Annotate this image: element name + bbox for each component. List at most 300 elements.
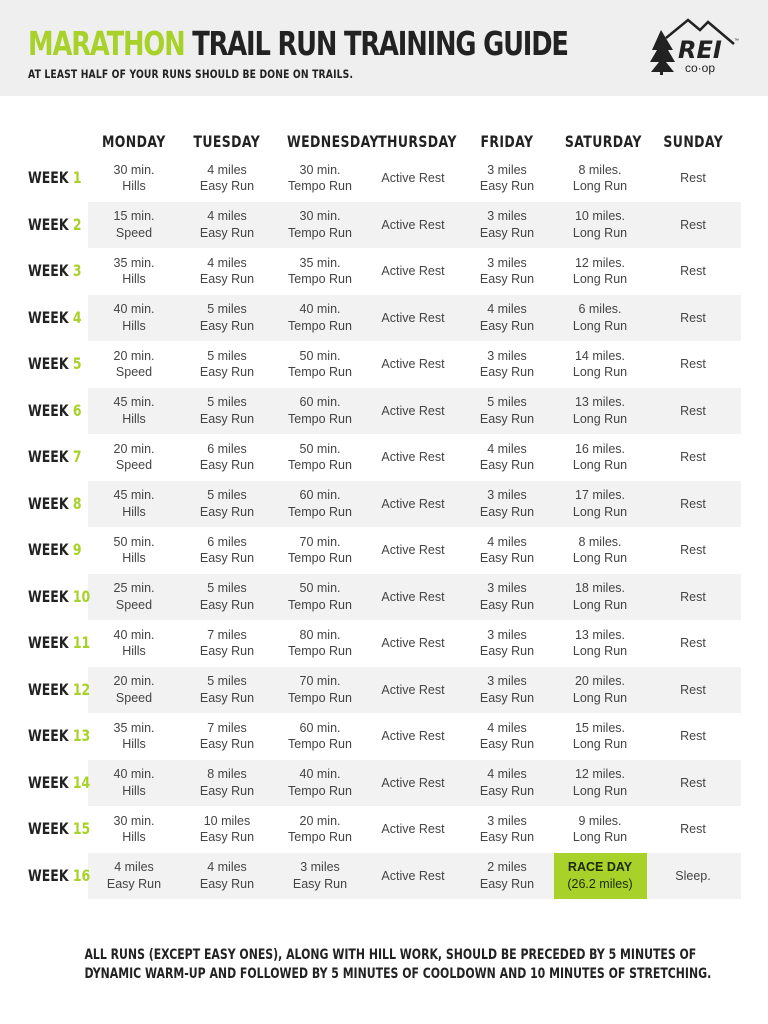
cell-line: 60 min.	[299, 488, 341, 503]
week-word: WEEK	[28, 447, 69, 466]
footer-line-1: ALL RUNS (EXCEPT EASY ONES), ALONG WITH HILL WORK, SHOULD BE PRECEDED BY 5 MINUTES OF	[84, 947, 697, 963]
cell-line: Easy Run	[479, 551, 535, 566]
cell-line: Easy Run	[199, 783, 255, 798]
cell-line: Tempo Run	[288, 644, 352, 659]
cell-line: 40 min.	[113, 302, 155, 317]
cell-line: Hills	[122, 551, 146, 566]
schedule-cell	[554, 434, 647, 481]
schedule-cell	[554, 248, 647, 295]
cell-line: Rest	[680, 775, 706, 790]
cell-line: Hills	[122, 179, 146, 194]
cell-line: Active Rest	[381, 868, 445, 883]
cell-line: Tempo Run	[288, 318, 352, 333]
cell-line: Easy Run	[199, 644, 255, 659]
cell-line: 3 miles	[487, 162, 527, 177]
cell-line: 16 miles.	[574, 441, 626, 456]
week-number: 16	[72, 865, 91, 885]
schedule-cell	[181, 434, 274, 481]
cell-line: Tempo Run	[288, 225, 352, 240]
cell-line: Active Rest	[381, 543, 445, 557]
table-row	[0, 853, 768, 900]
cell-line: 3 miles	[487, 348, 527, 363]
schedule-cell	[647, 713, 740, 760]
week-number: 9	[72, 540, 82, 559]
schedule-cell	[647, 434, 740, 481]
schedule-cell	[181, 481, 274, 528]
cell-line: 3 miles	[487, 674, 527, 689]
schedule-cell	[274, 481, 367, 528]
cell-line: Active Rest	[381, 171, 445, 185]
cell-line: Active Rest	[381, 450, 445, 464]
schedule-cell	[88, 527, 181, 574]
schedule-cell	[461, 295, 554, 342]
week-label	[28, 667, 90, 714]
cell-line: 4 miles	[207, 255, 247, 270]
schedule-cell	[647, 760, 740, 807]
cell-line: 20 miles.	[574, 674, 626, 689]
schedule-cell	[461, 667, 554, 714]
schedule-cell	[274, 248, 367, 295]
cell-line: Easy Run	[479, 644, 535, 659]
cell-line: Active Rest	[381, 636, 445, 650]
header	[0, 0, 768, 96]
schedule-cell	[88, 155, 181, 202]
table-row	[0, 295, 768, 342]
cell-line: Speed	[115, 458, 153, 473]
week-number: 14	[72, 772, 91, 792]
schedule-cell	[274, 341, 367, 388]
schedule-cell	[461, 481, 554, 528]
schedule-cell	[554, 760, 647, 807]
cell-line: (26.2 miles)	[567, 876, 633, 891]
schedule-cell	[461, 202, 554, 249]
week-label	[28, 341, 82, 388]
schedule-cell	[181, 527, 274, 574]
cell-line: Long Run	[572, 644, 628, 659]
cell-line: 2 miles	[487, 860, 527, 875]
schedule-cell	[181, 155, 274, 202]
schedule-cell	[274, 434, 367, 481]
schedule-cell	[461, 620, 554, 667]
week-number: 13	[72, 726, 91, 745]
cell-line: Easy Run	[199, 504, 255, 519]
cell-line: Active Rest	[381, 775, 445, 790]
week-word: WEEK	[28, 865, 69, 885]
cell-line: Easy Run	[479, 272, 535, 287]
cell-line: Hills	[122, 272, 146, 287]
schedule-cell	[181, 667, 274, 714]
schedule-cell	[181, 806, 274, 853]
cell-line: Easy Run	[292, 876, 348, 891]
cell-line: 35 min.	[113, 720, 155, 735]
cell-line: Easy Run	[106, 876, 162, 891]
schedule-cell	[88, 481, 181, 528]
schedule-cell	[88, 434, 181, 481]
week-label	[28, 527, 82, 574]
day-header-6: SUNDAY	[663, 132, 723, 151]
cell-line: Hills	[122, 504, 146, 519]
cell-line: 20 min.	[113, 674, 155, 689]
table-row	[0, 574, 768, 621]
cell-line: Hills	[122, 411, 146, 426]
cell-line: Hills	[122, 830, 146, 845]
schedule-cell	[461, 155, 554, 202]
week-word: WEEK	[28, 586, 69, 606]
cell-line: Tempo Run	[288, 504, 352, 519]
table-row	[0, 620, 768, 667]
cell-line: 30 min.	[113, 162, 155, 177]
cell-line: 15 min.	[113, 209, 155, 224]
schedule-cell	[181, 341, 274, 388]
cell-line: Easy Run	[479, 737, 535, 752]
week-number: 2	[72, 214, 82, 234]
week-label	[28, 248, 82, 295]
cell-line: 70 min.	[299, 534, 341, 549]
cell-line: Rest	[680, 543, 706, 557]
week-number: 3	[72, 261, 82, 280]
schedule-cell	[181, 620, 274, 667]
cell-line: Rest	[680, 496, 706, 511]
cell-line: 6 miles	[207, 441, 247, 456]
cell-line: Easy Run	[479, 365, 535, 380]
schedule-cell	[367, 434, 460, 481]
schedule-cell	[88, 806, 181, 853]
schedule-cell	[88, 248, 181, 295]
cell-line: 5 miles	[207, 674, 247, 689]
schedule-cell	[367, 574, 460, 621]
cell-line: 45 min.	[113, 488, 155, 503]
cell-line: Long Run	[572, 365, 628, 380]
schedule-cell	[181, 853, 274, 900]
schedule-cell	[367, 341, 460, 388]
cell-line: Long Run	[572, 411, 628, 426]
cell-line: 4 miles	[487, 302, 527, 317]
cell-line: Easy Run	[479, 458, 535, 473]
cell-line: Easy Run	[199, 318, 255, 333]
week-word: WEEK	[28, 540, 69, 559]
table-row	[0, 341, 768, 388]
cell-line: 30 min.	[299, 162, 341, 177]
cell-line: 12 miles.	[574, 767, 626, 782]
week-number: 7	[72, 447, 82, 466]
cell-line: 30 min.	[113, 813, 155, 828]
cell-line: 12 miles.	[574, 255, 626, 270]
cell-line: 45 min.	[113, 395, 155, 410]
schedule-cell	[554, 481, 647, 528]
cell-line: 60 min.	[299, 395, 341, 410]
schedule-cell	[647, 388, 740, 435]
schedule-cell	[367, 248, 460, 295]
schedule-cell	[88, 760, 181, 807]
cell-line: Easy Run	[199, 737, 255, 752]
cell-line: Rest	[680, 682, 706, 697]
schedule-cell	[554, 202, 647, 249]
table-row	[0, 481, 768, 528]
cell-line: Long Run	[572, 318, 628, 333]
cell-line: 7 miles	[207, 720, 247, 735]
cell-line: Long Run	[572, 830, 628, 845]
cell-line: 4 miles	[487, 720, 527, 735]
week-word: WEEK	[28, 261, 69, 280]
footer-line-2: DYNAMIC WARM-UP AND FOLLOWED BY 5 MINUTES OF COOLDOWN AND 10 MINUTES OF STRETCHING.	[84, 966, 712, 982]
cell-line: 18 miles.	[574, 581, 626, 596]
cell-line: Easy Run	[479, 504, 535, 519]
rei-coop-logo	[648, 16, 740, 76]
week-label	[28, 155, 82, 202]
cell-line: 4 miles	[114, 860, 154, 875]
week-word: WEEK	[28, 493, 69, 513]
week-word: WEEK	[28, 679, 69, 699]
schedule-cell	[367, 155, 460, 202]
logo-text-bottom: co·op	[685, 61, 716, 75]
logo-trademark: ™	[734, 38, 739, 44]
table-row	[0, 667, 768, 714]
schedule-cell	[647, 806, 740, 853]
cell-line: 7 miles	[207, 627, 247, 642]
cell-line: 35 min.	[113, 255, 155, 270]
cell-line: 50 min.	[299, 441, 341, 456]
schedule-cell	[554, 155, 647, 202]
cell-line: 20 min.	[113, 348, 155, 363]
cell-line: Long Run	[572, 458, 628, 473]
table-row	[0, 760, 768, 807]
week-word: WEEK	[28, 819, 69, 838]
schedule-cell	[274, 620, 367, 667]
week-word: WEEK	[28, 354, 69, 373]
cell-line: Speed	[115, 690, 153, 705]
schedule-cell	[554, 667, 647, 714]
schedule-cell	[88, 620, 181, 667]
cell-line: Easy Run	[199, 411, 255, 426]
schedule-cell	[274, 853, 367, 900]
day-header-1: TUESDAY	[193, 132, 261, 151]
race-day-cell	[554, 853, 647, 900]
cell-line: Easy Run	[199, 458, 255, 473]
schedule-cell	[647, 527, 740, 574]
schedule-cell	[181, 388, 274, 435]
day-header-5: SATURDAY	[564, 132, 642, 151]
week-word: WEEK	[28, 772, 69, 792]
logo-text-top: REI	[678, 36, 722, 64]
cell-line: Rest	[680, 357, 706, 371]
page-subtitle: AT LEAST HALF OF YOUR RUNS SHOULD BE DONE ON TRAILS.	[28, 67, 354, 81]
cell-line: 3 miles	[487, 209, 527, 224]
cell-line: Hills	[122, 318, 146, 333]
schedule-cell	[461, 806, 554, 853]
cell-line: Hills	[122, 737, 146, 752]
schedule-cell	[554, 527, 647, 574]
schedule-cell	[274, 202, 367, 249]
cell-line: Long Run	[572, 225, 628, 240]
cell-line: 4 miles	[487, 534, 527, 549]
cell-line: Easy Run	[479, 225, 535, 240]
cell-line: 5 miles	[207, 302, 247, 317]
week-label	[28, 760, 90, 807]
week-word: WEEK	[28, 168, 69, 187]
table-row	[0, 434, 768, 481]
cell-line: Tempo Run	[288, 458, 352, 473]
cell-line: Tempo Run	[288, 411, 352, 426]
schedule-cell	[554, 620, 647, 667]
cell-line: 3 miles	[487, 488, 527, 503]
schedule-cell	[554, 806, 647, 853]
schedule-cell	[367, 713, 460, 760]
cell-line: Easy Run	[199, 179, 255, 194]
week-label	[28, 806, 90, 853]
cell-line: Active Rest	[381, 589, 445, 604]
week-label	[28, 434, 82, 481]
schedule-cell	[647, 155, 740, 202]
week-label	[28, 388, 82, 435]
week-word: WEEK	[28, 400, 69, 420]
schedule-cell	[647, 481, 740, 528]
schedule-cell	[367, 806, 460, 853]
schedule-cell	[647, 620, 740, 667]
schedule-cell	[88, 388, 181, 435]
cell-line: Active Rest	[381, 682, 445, 697]
schedule-cell	[274, 760, 367, 807]
cell-line: 50 min.	[299, 581, 341, 596]
schedule-cell	[367, 667, 460, 714]
schedule-cell	[274, 713, 367, 760]
schedule-cell	[367, 202, 460, 249]
cell-line: 3 miles	[487, 627, 527, 642]
cell-line: 50 min.	[299, 348, 341, 363]
cell-line: Easy Run	[199, 876, 255, 891]
table-row	[0, 527, 768, 574]
schedule-cell	[554, 574, 647, 621]
cell-line: 17 miles.	[574, 488, 626, 503]
cell-line: Active Rest	[381, 496, 445, 511]
schedule-cell	[647, 667, 740, 714]
schedule-cell	[461, 527, 554, 574]
cell-line: 40 min.	[299, 767, 341, 782]
cell-line: Speed	[115, 365, 153, 380]
cell-line: Rest	[680, 589, 706, 604]
cell-line: 5 miles	[207, 395, 247, 410]
cell-line: 40 min.	[113, 627, 155, 642]
cell-line: 5 miles	[487, 395, 527, 410]
week-label	[28, 202, 82, 249]
cell-line: Hills	[122, 644, 146, 659]
cell-line: 14 miles.	[574, 348, 626, 363]
schedule-cell	[554, 388, 647, 435]
schedule-cell	[367, 388, 460, 435]
cell-line: 70 min.	[299, 674, 341, 689]
cell-line: Speed	[115, 597, 153, 612]
cell-line: 25 min.	[113, 581, 155, 596]
week-label	[28, 574, 90, 621]
cell-line: Easy Run	[479, 411, 535, 426]
cell-line: 20 min.	[299, 813, 341, 828]
cell-line: Rest	[680, 264, 706, 278]
schedule-cell	[461, 434, 554, 481]
week-word: WEEK	[28, 214, 69, 234]
cell-line: Tempo Run	[288, 690, 352, 705]
cell-line: Active Rest	[381, 357, 445, 371]
cell-line: 15 miles.	[574, 720, 626, 735]
cell-line: Hills	[122, 783, 146, 798]
cell-line: Tempo Run	[288, 783, 352, 798]
schedule-cell	[554, 713, 647, 760]
cell-line: Tempo Run	[288, 830, 352, 845]
week-word: WEEK	[28, 726, 69, 745]
cell-line: 3 miles	[487, 255, 527, 270]
day-header-2: WEDNESDAY	[286, 132, 379, 151]
cell-line: 4 miles	[487, 441, 527, 456]
pine-tree-icon	[650, 30, 675, 72]
title-rest: TRAIL RUN TRAINING GUIDE	[192, 24, 568, 63]
cell-line: Active Rest	[381, 822, 445, 836]
cell-line: Easy Run	[479, 690, 535, 705]
week-number: 5	[72, 354, 82, 373]
cell-line: Easy Run	[479, 876, 535, 891]
week-word: WEEK	[28, 307, 69, 327]
cell-line: 80 min.	[299, 627, 341, 642]
schedule-cell	[88, 341, 181, 388]
cell-line: 4 miles	[487, 767, 527, 782]
cell-line: 10 miles.	[574, 209, 626, 224]
table-row	[0, 202, 768, 249]
schedule-cell	[88, 853, 181, 900]
week-number: 12	[72, 679, 91, 699]
cell-line: 10 miles	[203, 813, 251, 828]
schedule-cell	[647, 574, 740, 621]
schedule-cell	[274, 388, 367, 435]
cell-line: 40 min.	[113, 767, 155, 782]
table-row	[0, 806, 768, 853]
schedule-cell	[367, 760, 460, 807]
schedule-cell	[367, 295, 460, 342]
schedule-cell	[367, 853, 460, 900]
schedule-cell	[461, 760, 554, 807]
cell-line: Rest	[680, 450, 706, 464]
cell-line: 9 miles.	[578, 813, 622, 828]
cell-line: Tempo Run	[288, 365, 352, 380]
schedule-cell	[181, 202, 274, 249]
cell-line: Long Run	[572, 737, 628, 752]
cell-line: Long Run	[572, 783, 628, 798]
schedule-cell	[554, 295, 647, 342]
cell-line: Long Run	[572, 179, 628, 194]
cell-line: Easy Run	[479, 318, 535, 333]
cell-line: Tempo Run	[288, 179, 352, 194]
cell-line: Easy Run	[199, 551, 255, 566]
cell-line: Easy Run	[199, 830, 255, 845]
day-header-3: THURSDAY	[377, 132, 457, 151]
cell-line: Active Rest	[381, 310, 445, 325]
cell-line: 3 miles	[300, 860, 340, 875]
week-label	[28, 295, 82, 342]
cell-line: Rest	[680, 217, 706, 232]
schedule-cell	[461, 248, 554, 295]
cell-line: Easy Run	[199, 690, 255, 705]
schedule-cell	[88, 713, 181, 760]
cell-line: Rest	[680, 403, 706, 418]
cell-line: Rest	[680, 310, 706, 325]
cell-line: Easy Run	[479, 783, 535, 798]
cell-line: Easy Run	[479, 830, 535, 845]
cell-line: 6 miles	[207, 534, 247, 549]
schedule-cell	[181, 295, 274, 342]
cell-line: 5 miles	[207, 488, 247, 503]
cell-line: 35 min.	[299, 255, 341, 270]
schedule-cell	[647, 341, 740, 388]
schedule-cell	[367, 527, 460, 574]
cell-line: 5 miles	[207, 581, 247, 596]
cell-line: 5 miles	[207, 348, 247, 363]
schedule-cell	[367, 481, 460, 528]
